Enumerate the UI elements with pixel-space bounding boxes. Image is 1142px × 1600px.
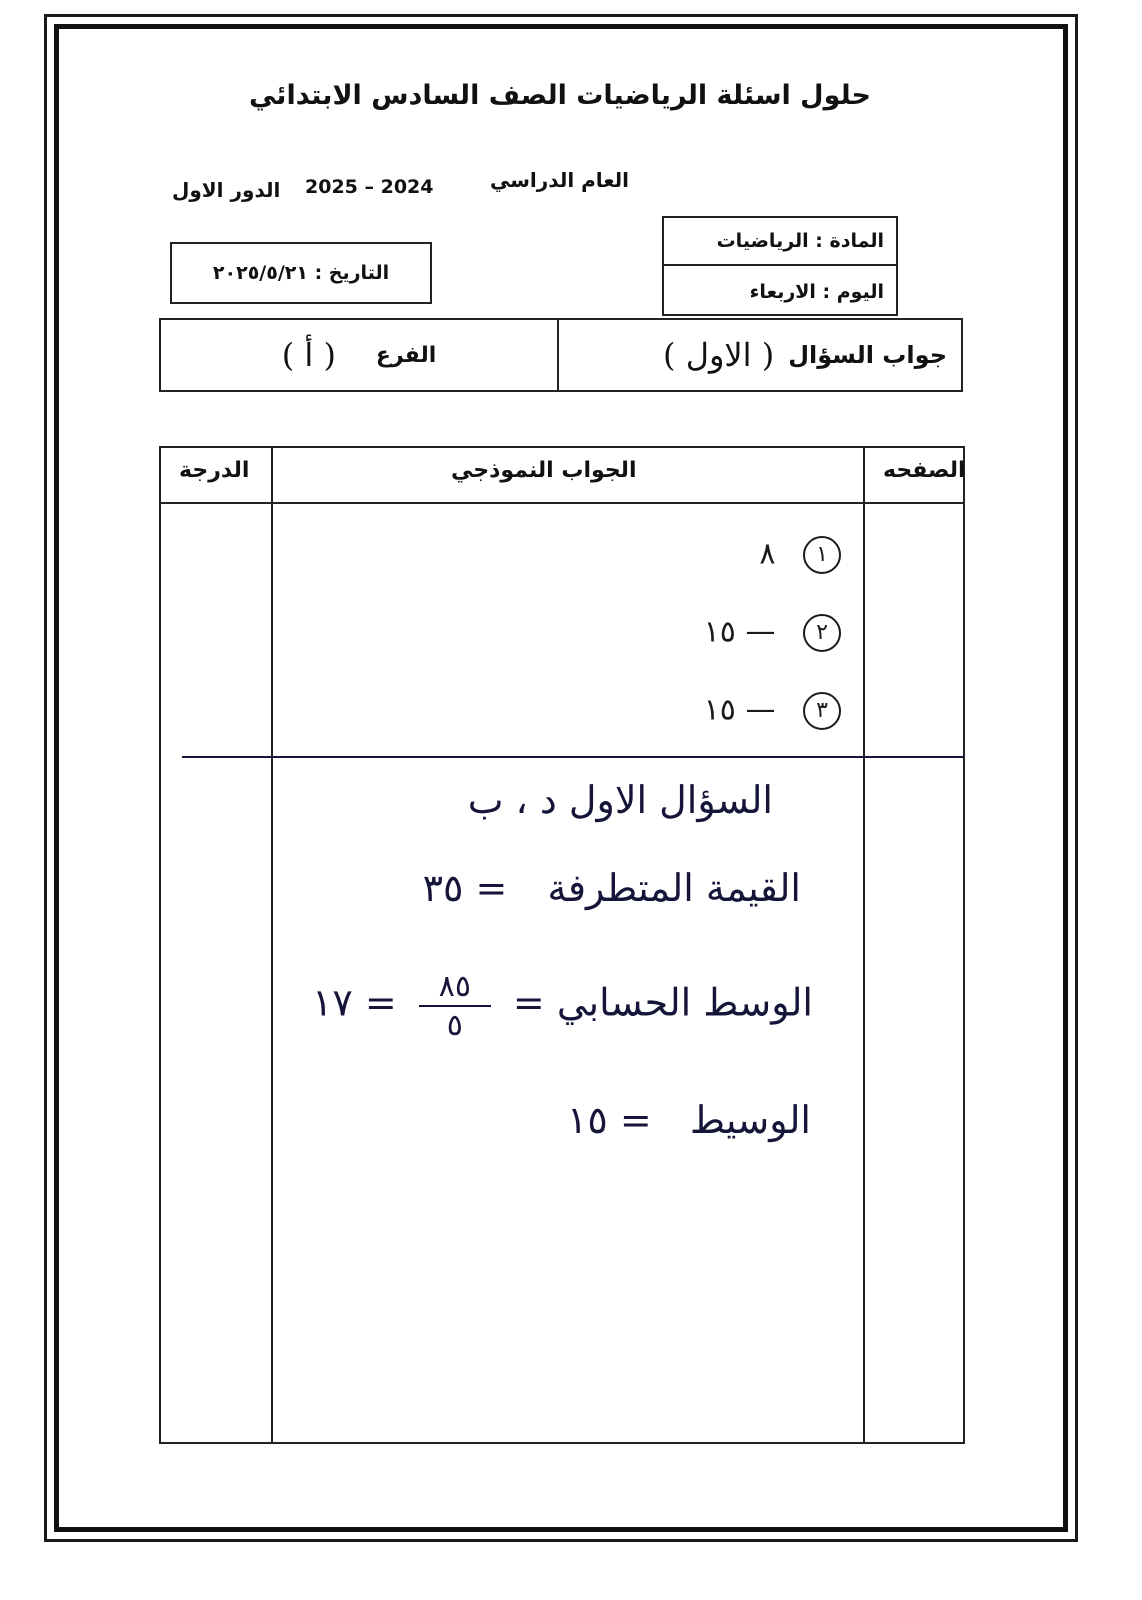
worked-mean-line <box>312 970 813 1042</box>
worked-range-line <box>423 866 801 910</box>
worked-heading: السؤال الاول د ، ب <box>467 778 773 822</box>
academic-year-label: العام الدراسي <box>490 168 629 192</box>
branch-label: الفرع <box>375 342 437 368</box>
table-header-line <box>161 502 963 504</box>
mean-value: = ١٧ <box>311 980 397 1025</box>
answer-1-value: ٨ <box>759 536 776 572</box>
branch-value: ( أ ) <box>281 336 336 374</box>
mean-denominator: ٥ <box>446 1008 463 1043</box>
answer-3-number: ٣ <box>803 692 841 730</box>
question-cell <box>561 320 961 390</box>
answer-1 <box>621 536 841 574</box>
subject-box <box>662 216 898 316</box>
worked-median-line <box>567 1098 811 1142</box>
academic-year: 2025 – 2024 <box>305 176 434 198</box>
grade-column-line <box>271 448 273 1442</box>
subject-row <box>664 218 896 266</box>
answer-table <box>159 446 965 1444</box>
median-label: الوسيط <box>689 1098 811 1142</box>
fraction-bar <box>419 1005 491 1007</box>
mean-label: الوسط الحسابي = <box>512 980 813 1025</box>
day-text: اليوم : الاربعاء <box>749 281 884 303</box>
answer-2-number: ٢ <box>803 614 841 652</box>
column-grade-header: الدرجة <box>179 458 250 483</box>
answer-2 <box>621 614 841 652</box>
branch-cell <box>161 320 557 390</box>
handwritten-separator <box>182 756 964 758</box>
question-value: ( الاول ) <box>663 336 775 374</box>
day-row <box>664 268 896 316</box>
answer-1-number: ١ <box>803 536 841 574</box>
page-column-line <box>863 448 865 1442</box>
answer-2-value: — ١٥ <box>703 614 776 650</box>
column-answer-header: الجواب النموذجي <box>451 458 637 483</box>
column-page-header: الصفحه <box>883 458 966 483</box>
median-value: = ١٥ <box>566 1098 652 1142</box>
exam-round: الدور الاول <box>172 178 281 202</box>
page-title: حلول اسئلة الرياضيات الصف السادس الابتدائي <box>248 80 871 111</box>
question-label: جواب السؤال <box>788 341 947 369</box>
answer-3-value: — ١٥ <box>703 692 776 728</box>
answer-bar <box>159 318 963 392</box>
range-label: القيمة المتطرفة <box>547 866 801 910</box>
answer-3 <box>621 692 841 730</box>
mean-fraction <box>419 970 491 1042</box>
answer-bar-divider <box>557 320 559 390</box>
range-value: = ٣٥ <box>422 866 508 910</box>
date-box <box>170 242 432 304</box>
mean-numerator: ٨٥ <box>438 969 471 1004</box>
subject-text: المادة : الرياضيات <box>716 230 884 252</box>
date-text: التاريخ : ٢٠٢٥/٥/٢١ <box>212 262 390 284</box>
